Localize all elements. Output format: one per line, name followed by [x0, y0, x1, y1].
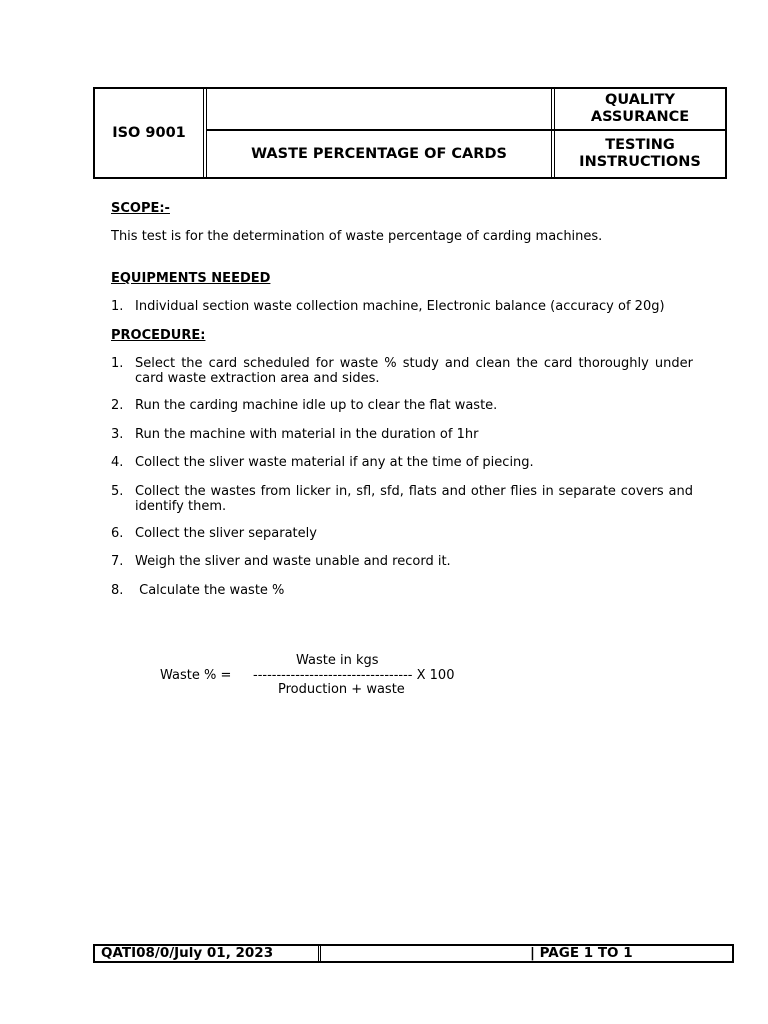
document-type-label	[555, 131, 725, 177]
formula-denominator: Production + waste	[278, 682, 405, 697]
equipment-heading: EQUIPMENTS NEEDED	[111, 271, 271, 286]
iso-label: ISO 9001	[112, 124, 186, 141]
procedure-step	[111, 398, 693, 413]
document-type-line-1: TESTING	[605, 137, 675, 153]
procedure-step-text: Calculate the waste %	[135, 583, 285, 598]
procedure-step	[111, 455, 693, 470]
procedure-step-number: 6.	[111, 526, 124, 541]
header-table	[93, 87, 727, 179]
equipment-item	[111, 299, 693, 314]
procedure-step-number: 3.	[111, 427, 124, 442]
department-line-1: QUALITY	[605, 92, 675, 108]
department-label	[555, 89, 725, 129]
procedure-step-text: Collect the sliver separately	[135, 526, 317, 541]
procedure-step-number: 4.	[111, 455, 124, 470]
procedure-step-number: 8.	[111, 583, 124, 598]
procedure-step-text: Select the card scheduled for waste % study and clean the card thoroughly under card waste extraction area and sides.	[135, 356, 693, 386]
equipment-item-number: 1.	[111, 299, 124, 314]
procedure-step-text: Run the carding machine idle up to clear the flat waste.	[135, 398, 498, 413]
procedure-step-number: 1.	[111, 356, 124, 371]
procedure-step-number: 7.	[111, 554, 124, 569]
footer-divider	[318, 946, 321, 961]
procedure-step-text: Run the machine with material in the duration of 1hr	[135, 427, 479, 442]
procedure-step-number: 2.	[111, 398, 124, 413]
procedure-step	[111, 526, 693, 541]
department-line-2: ASSURANCE	[590, 109, 690, 125]
document-type-line-2: INSTRUCTIONS	[579, 154, 701, 170]
scope-heading: SCOPE:-	[111, 201, 170, 216]
procedure-step	[111, 427, 693, 442]
scope-text: This test is for the determination of waste percentage of carding machines.	[111, 229, 603, 244]
formula-lhs: Waste % =	[160, 668, 232, 683]
procedure-step	[111, 356, 693, 386]
procedure-step	[111, 554, 693, 569]
equipment-item-text: Individual section waste collection machine, Electronic balance (accuracy of 20g)	[135, 299, 665, 314]
document-title: WASTE PERCENTAGE OF CARDS	[251, 145, 507, 162]
document-reference: QATI08/0/July 01, 2023	[101, 945, 274, 961]
footer-bar	[93, 944, 734, 963]
procedure-step-number: 5.	[111, 484, 124, 499]
formula-numerator: Waste in kgs	[296, 653, 379, 668]
formula-fraction-bar: ---------------------------------- X 100	[253, 668, 455, 683]
procedure-step	[111, 484, 693, 514]
procedure-step-text: Collect the sliver waste material if any at the time of piecing.	[135, 455, 534, 470]
procedure-step-text: Collect the wastes from licker in, sfl, sfd, flats and other flies in separate covers and identify them.	[135, 484, 693, 514]
procedure-heading: PROCEDURE:	[111, 328, 206, 343]
procedure-step-text: Weigh the sliver and waste unable and record it.	[135, 554, 451, 569]
page-number: | PAGE 1 TO 1	[530, 945, 633, 961]
procedure-step	[111, 583, 693, 598]
